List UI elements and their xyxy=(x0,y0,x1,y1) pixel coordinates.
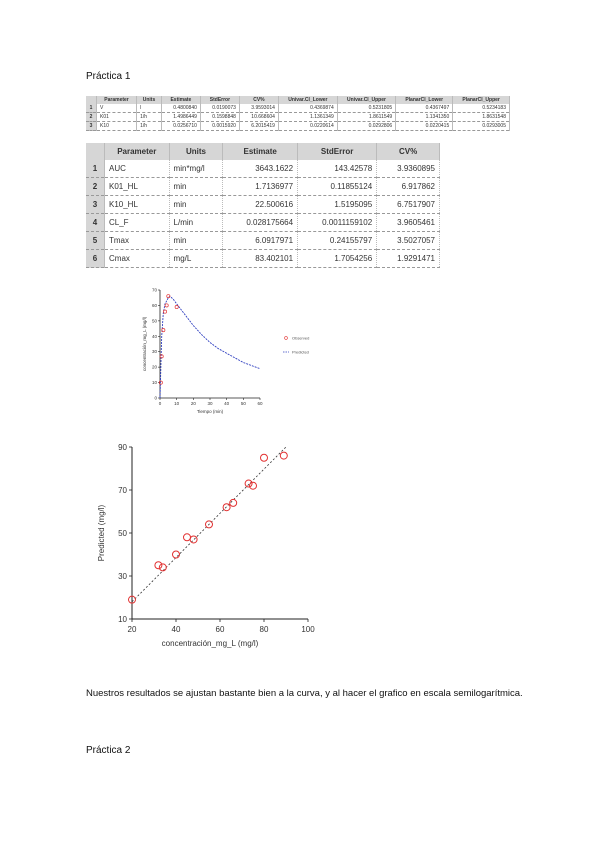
table-cell: min*mg/l xyxy=(169,160,223,178)
table-cell: 3.9360895 xyxy=(377,160,440,178)
table-cell: 0.24155797 xyxy=(298,232,377,250)
table-cell: L/min xyxy=(169,214,223,232)
table-cell: K01_HL xyxy=(105,178,170,196)
table-cell: 143.42578 xyxy=(298,160,377,178)
y-tick-label: 30 xyxy=(151,349,157,355)
y-tick-label: 50 xyxy=(151,318,157,324)
y-tick-label: 30 xyxy=(118,572,127,581)
table-cell: l xyxy=(137,104,162,113)
x-tick-label: 10 xyxy=(174,401,180,406)
y-tick-label: 50 xyxy=(118,529,127,538)
y-tick-label: 60 xyxy=(151,302,157,308)
observed-point xyxy=(160,355,163,358)
y-tick-label: 70 xyxy=(151,287,157,293)
table-cell: 0.028175664 xyxy=(223,214,298,232)
table-cell: 0.4369874 xyxy=(278,104,337,113)
data-point xyxy=(190,536,197,543)
concentration-time-chart xyxy=(118,282,348,417)
table-cell: K01 xyxy=(97,113,137,122)
x-axis-label: concentración_mg_L (mg/l) xyxy=(161,639,259,648)
heading-practica-1: Práctica 1 xyxy=(86,71,131,82)
table-cell: 1.7136977 xyxy=(223,178,298,196)
table-cell: 0.0015920 xyxy=(200,122,239,131)
table-cell: min xyxy=(169,232,223,250)
y-tick-label: 90 xyxy=(118,443,127,452)
fit-line xyxy=(132,447,286,602)
data-point xyxy=(184,534,191,541)
table-cell: 22.500616 xyxy=(223,196,298,214)
y-tick-label: 10 xyxy=(151,380,157,386)
observed-point xyxy=(175,305,178,308)
table-row xyxy=(86,160,440,178)
small-column-header: StdError xyxy=(200,96,239,104)
table-cell: 6.917862 xyxy=(377,178,440,196)
y-tick-label: 0 xyxy=(154,395,157,401)
column-header: Estimate xyxy=(223,143,298,160)
table-cell: 0.0256710 xyxy=(161,122,200,131)
y-axis-label: concentración_mg_L (mg/l) xyxy=(142,316,147,372)
table-cell: 3.9605461 xyxy=(377,214,440,232)
data-point xyxy=(250,482,257,489)
table-row xyxy=(86,214,440,232)
table-cell: min xyxy=(169,178,223,196)
table-cell: 0.5234183 xyxy=(453,104,510,113)
row-number: 4 xyxy=(86,214,105,232)
table-cell: Tmax xyxy=(105,232,170,250)
observed-point xyxy=(163,310,166,313)
table-cell: 3.5027057 xyxy=(377,232,440,250)
table-cell: min xyxy=(169,196,223,214)
table-cell: 0.11855124 xyxy=(298,178,377,196)
table-cell: 83.402101 xyxy=(223,250,298,268)
table-cell: 6.0917971 xyxy=(223,232,298,250)
table-cell: 10.668604 xyxy=(239,113,278,122)
x-tick-label: 40 xyxy=(171,625,181,634)
y-tick-label: 70 xyxy=(118,486,127,495)
table-cell: K10_HL xyxy=(105,196,170,214)
x-tick-label: 20 xyxy=(127,625,137,634)
table-cell: 0.4800840 xyxy=(161,104,200,113)
table-cell: 1.1341350 xyxy=(396,113,453,122)
small-column-header: Parameter xyxy=(97,96,137,104)
table-row xyxy=(86,250,440,268)
small-column-header: Univar.CI_Upper xyxy=(337,96,395,104)
column-header: StdError xyxy=(298,143,377,160)
data-point xyxy=(230,499,237,506)
row-number: 3 xyxy=(86,196,105,214)
row-number: 1 xyxy=(86,160,105,178)
results-paragraph: Nuestros resultados se ajustan bastante bien a la curva, y al hacer el grafico en escala semilogarítmica. xyxy=(86,688,523,699)
data-point xyxy=(155,562,162,569)
table-cell: K10 xyxy=(97,122,137,131)
parameters-table xyxy=(86,143,440,268)
table-cell: 6.7517907 xyxy=(377,196,440,214)
data-point xyxy=(173,551,180,558)
table-cell: 1.9291471 xyxy=(377,250,440,268)
table-cell: 6.2015419 xyxy=(239,122,278,131)
small-column-header: PlanarCI_Upper xyxy=(453,96,510,104)
data-point xyxy=(159,564,166,571)
row-number: 2 xyxy=(86,113,97,122)
table-row xyxy=(86,178,440,196)
data-point xyxy=(280,452,287,459)
y-tick-label: 20 xyxy=(151,364,157,370)
table-cell: 1/h xyxy=(137,122,162,131)
table-cell: V xyxy=(97,104,137,113)
table-cell: 1.4986449 xyxy=(161,113,200,122)
table-cell: 3643.1622 xyxy=(223,160,298,178)
table-cell: 0.0190073 xyxy=(200,104,239,113)
x-tick-label: 40 xyxy=(224,401,230,406)
observed-point xyxy=(165,304,168,307)
table-cell: 3.9593014 xyxy=(239,104,278,113)
data-point xyxy=(245,480,252,487)
table-row xyxy=(86,104,510,113)
heading-practica-2: Práctica 2 xyxy=(86,745,131,756)
legend-observed-label: Observed xyxy=(292,335,310,341)
x-tick-label: 60 xyxy=(257,401,263,406)
y-tick-label: 10 xyxy=(118,615,127,624)
table-cell: 0.0293005 xyxy=(453,122,510,131)
legend-predicted-label: Predicted xyxy=(292,349,309,355)
table-cell: 1.5195095 xyxy=(298,196,377,214)
table-cell: 0.5231805 xyxy=(337,104,395,113)
row-number-header xyxy=(86,143,105,160)
table-cell: 0.0292806 xyxy=(337,122,395,131)
column-header: Parameter xyxy=(105,143,170,160)
table-cell: 1.8611549 xyxy=(337,113,395,122)
table-cell: Cmax xyxy=(105,250,170,268)
x-tick-label: 30 xyxy=(207,401,213,406)
legend-observed-marker xyxy=(285,337,288,340)
table-row xyxy=(86,113,510,122)
small-column-header: PlanarCI_Lower xyxy=(396,96,453,104)
x-tick-label: 20 xyxy=(190,401,196,406)
row-number: 5 xyxy=(86,232,105,250)
x-tick-label: 60 xyxy=(215,625,225,634)
small-parameters-table xyxy=(86,96,510,131)
table-cell: mg/L xyxy=(169,250,223,268)
table-cell: 1/h xyxy=(137,113,162,122)
x-tick-label: 0 xyxy=(158,401,162,406)
row-number: 3 xyxy=(86,122,97,131)
column-header: Units xyxy=(169,143,223,160)
predicted-series-line xyxy=(160,296,260,398)
small-column-header: Units xyxy=(137,96,162,104)
column-header: CV% xyxy=(377,143,440,160)
table-cell: 1.7054256 xyxy=(298,250,377,268)
x-axis-label: Tiempo (min) xyxy=(196,409,224,414)
row-number: 1 xyxy=(86,104,97,113)
table-cell: AUC xyxy=(105,160,170,178)
small-column-header: CV% xyxy=(239,96,278,104)
table-row xyxy=(86,122,510,131)
table-row xyxy=(86,232,440,250)
table-row xyxy=(86,196,440,214)
table-cell: 1.8631548 xyxy=(453,113,510,122)
small-column-header: Estimate xyxy=(161,96,200,104)
x-tick-label: 100 xyxy=(301,625,315,634)
y-axis-label: Predicted (mg/l) xyxy=(97,504,106,562)
table-cell: 0.0220614 xyxy=(278,122,337,131)
observed-vs-predicted-chart xyxy=(88,435,328,665)
row-number-header xyxy=(86,96,97,104)
data-point xyxy=(261,454,268,461)
table-cell: CL_F xyxy=(105,214,170,232)
y-tick-label: 40 xyxy=(151,333,157,339)
table-cell: 0.4367497 xyxy=(396,104,453,113)
table-cell: 0.0220415 xyxy=(396,122,453,131)
x-tick-label: 80 xyxy=(259,625,269,634)
table-cell: 0.1598848 xyxy=(200,113,239,122)
table-cell: 1.1361349 xyxy=(278,113,337,122)
table-cell: 0.0011159102 xyxy=(298,214,377,232)
row-number: 6 xyxy=(86,250,105,268)
small-column-header: Univar.CI_Lower xyxy=(278,96,337,104)
row-number: 2 xyxy=(86,178,105,196)
x-tick-label: 50 xyxy=(240,401,246,406)
